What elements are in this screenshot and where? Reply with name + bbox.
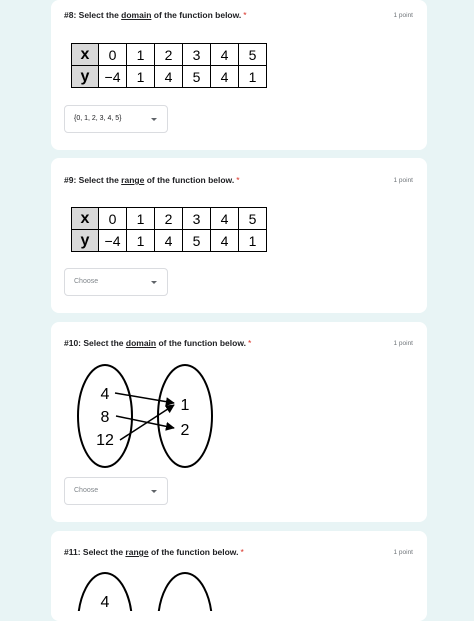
function-table	[71, 207, 267, 252]
table-cell: 4	[211, 230, 239, 252]
range-oval	[158, 573, 212, 611]
table-cell: 4	[155, 66, 183, 88]
domain-value: 4	[100, 386, 110, 403]
question-title	[64, 175, 240, 185]
mapping-arrow	[115, 393, 174, 403]
title-prefix: #11: Select the	[64, 547, 126, 557]
table-cell: 5	[183, 66, 211, 88]
table-cell: 5	[239, 208, 267, 230]
title-keyword: domain	[125, 338, 157, 348]
table-cell: 1	[127, 66, 155, 88]
table-row-x	[72, 208, 267, 230]
caret-down-icon	[151, 118, 157, 121]
table-cell: 4	[211, 208, 239, 230]
table-cell: −4	[99, 66, 127, 88]
table-cell: 1	[127, 208, 155, 230]
points-label: 1 point	[393, 12, 413, 19]
question-card-11	[51, 531, 427, 621]
domain-value: 4	[100, 594, 110, 611]
required-mark: *	[240, 547, 244, 557]
x-header: x	[72, 44, 99, 66]
table-cell: 0	[99, 208, 127, 230]
function-table	[71, 43, 267, 88]
mapping-arrow	[116, 416, 174, 428]
question-card-8	[51, 0, 427, 150]
title-suffix: of the function below.	[148, 547, 239, 557]
caret-down-icon	[151, 281, 157, 284]
table-cell: 4	[211, 44, 239, 66]
question-card-9	[51, 158, 427, 313]
answer-dropdown[interactable]	[64, 477, 168, 505]
title-suffix: of the function below.	[151, 10, 242, 20]
question-card-10	[51, 322, 427, 522]
table-row-x	[72, 44, 267, 66]
table-cell: 5	[239, 44, 267, 66]
y-header: y	[72, 230, 99, 252]
caret-down-icon	[151, 490, 157, 493]
table-row-y	[72, 66, 267, 88]
dropdown-placeholder: Choose	[74, 278, 99, 285]
range-oval	[158, 365, 212, 467]
table-cell: 1	[239, 230, 267, 252]
range-value: 2	[180, 422, 190, 439]
table-cell: 0	[99, 44, 127, 66]
points-label: 1 point	[393, 340, 413, 347]
table-cell: 5	[183, 230, 211, 252]
required-mark: *	[248, 338, 252, 348]
title-prefix: #8: Select the	[64, 10, 122, 20]
y-header: y	[72, 66, 99, 88]
table-cell: 4	[155, 230, 183, 252]
points-label: 1 point	[393, 177, 413, 184]
domain-value: 8	[100, 409, 110, 426]
table-cell: 1	[239, 66, 267, 88]
required-mark: *	[243, 10, 247, 20]
table-cell: −4	[99, 230, 127, 252]
table-cell: 1	[127, 230, 155, 252]
question-title	[64, 338, 251, 348]
table-cell: 2	[155, 208, 183, 230]
question-title	[64, 10, 247, 20]
title-keyword: range	[125, 547, 149, 557]
table-cell: 1	[127, 44, 155, 66]
answer-dropdown[interactable]	[64, 105, 168, 133]
dropdown-placeholder: Choose	[74, 487, 99, 494]
required-mark: *	[236, 175, 240, 185]
dropdown-value: {0, 1, 2, 3, 4, 5}	[74, 115, 122, 122]
title-prefix: #9: Select the	[64, 175, 122, 185]
title-keyword: range	[121, 175, 145, 185]
title-keyword: domain	[121, 10, 152, 20]
table-cell: 2	[155, 44, 183, 66]
question-title	[64, 547, 244, 557]
points-label: 1 point	[393, 549, 413, 556]
mapping-diagram	[75, 364, 225, 474]
table-cell: 4	[211, 66, 239, 88]
title-suffix: of the function below.	[144, 175, 235, 185]
table-row-y	[72, 230, 267, 252]
table-cell: 3	[183, 208, 211, 230]
title-prefix: #10: Select the	[64, 338, 126, 348]
mapping-arrow	[120, 405, 174, 440]
domain-value: 12	[96, 432, 114, 449]
title-suffix: of the function below.	[156, 338, 246, 348]
table-cell: 3	[183, 44, 211, 66]
mapping-diagram	[75, 571, 225, 611]
x-header: x	[72, 208, 99, 230]
range-value: 1	[180, 397, 190, 414]
answer-dropdown[interactable]	[64, 268, 168, 296]
